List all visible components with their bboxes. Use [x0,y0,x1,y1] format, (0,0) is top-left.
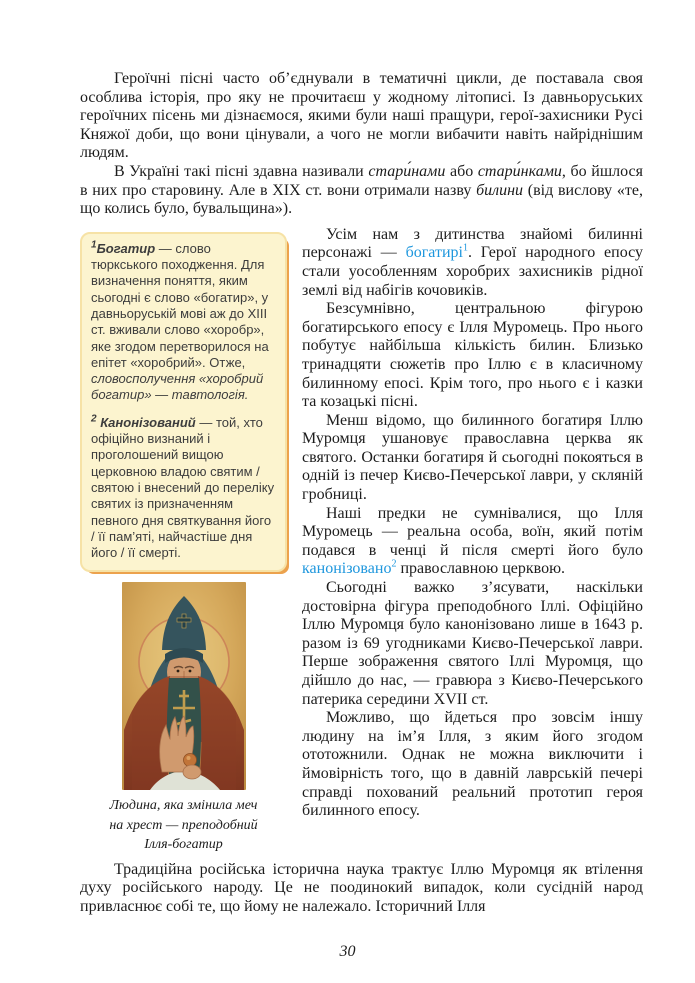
main-paragraph-1: Усім нам з дитинства знайомі билинні персонажі — богатирі$^1$. Герої народного епосу стали уособленням хоробрих захисників рідної землі від набігів кочовиків. [302,225,643,299]
glossary-note-box [80,232,287,573]
main-paragraph-3: Менш відомо, що билинного богатиря Іллю Муромця ушановує православна церква як святого. Останки богатиря й сьогодні покояться в одній із печер Києво-Печерської лаври, у скляній гробниці. [302,411,643,504]
holding-hand [183,765,201,779]
page-number: 30 [339,943,356,960]
sidebar-column [80,226,287,855]
intro-section [80,70,643,219]
intro-paragraph-1: Героїчні пісні часто об’єднували в тематичні цикли, де поставала своя особлива історія, про яку не прочитаєш у жодному літописі. Із давньоруських героїчних пісень ми дізнаємося, якими були наші пращури, герої-захисники Русі Княжої доби, що вони цінували, а чого не могли вибачити навіть найріднішим людям. [80,70,643,162]
main-text-column [302,226,643,821]
cross-pommel [183,754,196,767]
footnote-kanonizovanyi: $^2$ Канонізований — той, хто офіційно визнаний і проголошений вищою церковною владою святим / святою і внесений до переліку святих із призначенням певного дня святкування його / її пам’яті, найчастіше дня його / її смерті. [91,413,275,561]
main-paragraph-6: Можливо, що йдеться про зовсім іншу людину на ім’я Ілля, з яким його згодом ототожнили. Однак не можна виключити і ймовірність того, що в давній лаврській печері справді похований реальний прототип героя билинного епосу. [302,709,643,820]
main-paragraph-5: Сьогодні важко з’ясувати, наскільки достовірна фігура преподобного Іллі. Офіційно Іллю Муромця було канонізовано лише в 1643 р. разом із 69 угодниками Києво-Печерської лаври. Перше зображення святого Іллі Муромця, що дійшло до нас, — гравюра з Києво-Печерського патерика середини XVII ст. [302,579,643,708]
main-paragraph-4: Наші предки не сумнівалися, що Ілля Муромець — реальна особа, воїн, який потім подався в ченці й після смерті його було канонізовано$^2$ православною церквою. [302,504,643,578]
footnote-bohatyr: $^1$Богатир — слово тюркського походження. Для визначення поняття, яким сьогодні є слово «богатир», у давньоруській мові аж до XIII ст. вживали слово «хоробр», яке згодом перетворилося на епітет «хоробрий». Отже, словосполучення «хоробрий богатир» — тавтологія. [91,239,269,403]
intro-paragraph-2: В Україні такі пісні здавна називали стари́нами або стари́нками, бо йшлося в них про старовину. Але в XIX ст. вони отримали назву билини (від вислову «те, що колись було, бувальщина»). [80,162,644,218]
two-column-section [80,226,643,855]
figure-caption: Людина, яка змінила меч на хрест — преподобний Ілля-богатир [109,798,258,853]
saint-figure [80,582,287,855]
saint-icon-image [122,582,246,790]
main-paragraph-2: Безсумнівно, центральною фігурою богатирського епосу є Ілля Муромець. Про нього побутує найбільша кількість билин. Близько тринадцяти сюжетів про Іллю є в класичному билинному епосі. Крім того, про нього є і казки та козацькі пісні. [302,300,643,411]
closing-paragraph: Традиційна російська історична наука трактує Іллю Муромця як втілення духу російського народу. Це не поодинокий випадок, коли сусідній народ привласнює собі те, що йому не належало. Історичний Ілля [80,860,643,916]
